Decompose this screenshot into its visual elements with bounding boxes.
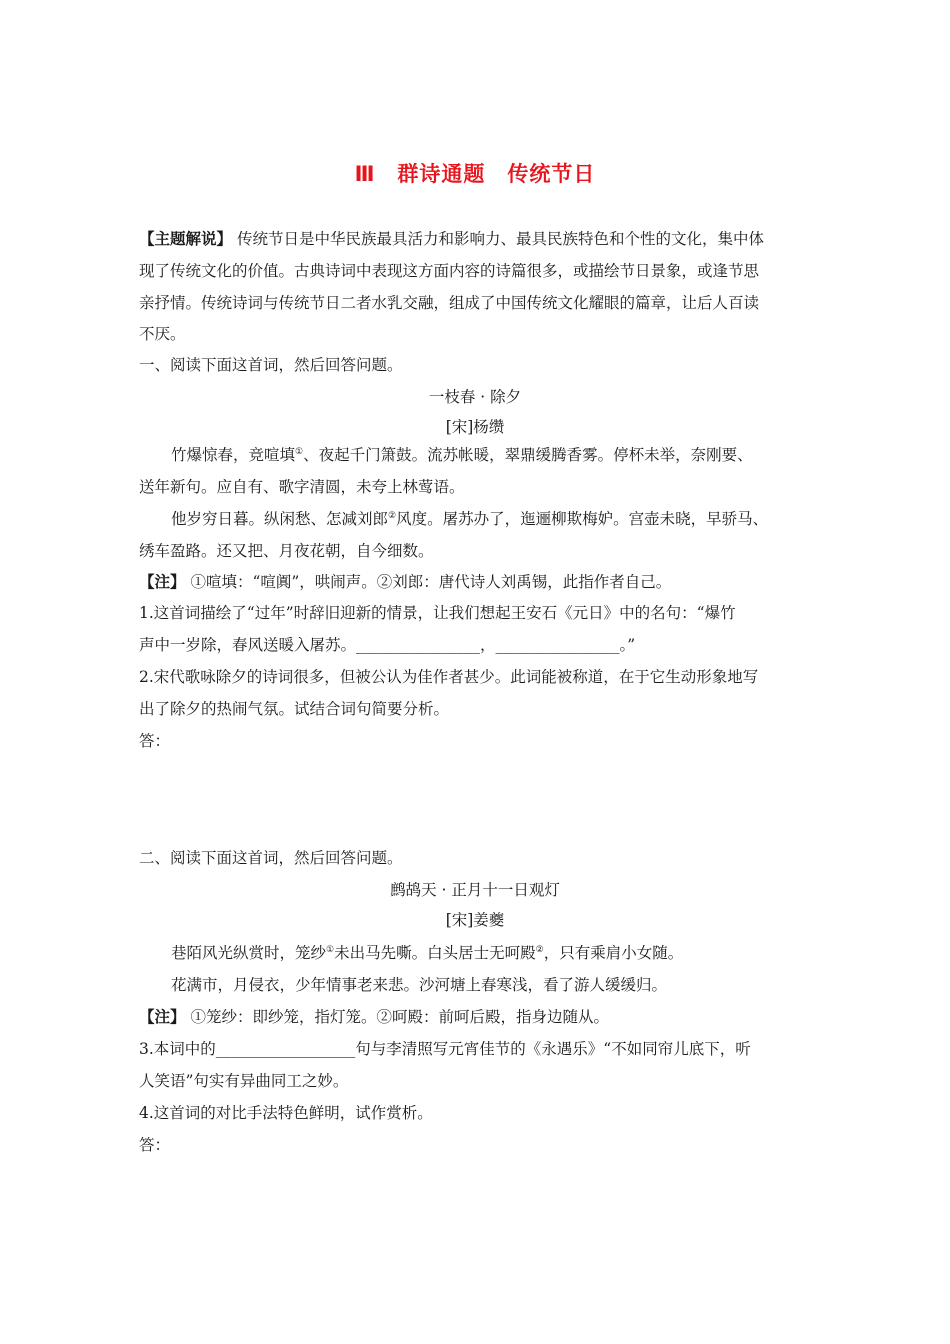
section1-poem-line-2: 送年新句。应自有、歌字清圆，未夸上林莺语。 xyxy=(139,478,465,496)
question-2-line-1: 2.宋代歌咏除夕的诗词很多，但被公认为佳作者甚少。此词能被称道，在于它生动形象地写 xyxy=(139,668,759,686)
intro-line-1 xyxy=(139,229,819,251)
question-1-line-1: 1.这首词描绘了“过年”时辞旧迎新的情景，让我们想起王安石《元日》中的名句：“爆竹 xyxy=(139,604,736,622)
intro-line-2: 现了传统文化的价值。古典诗词中表现这方面内容的诗篇很多，或描绘节日景象，或逢节思 xyxy=(139,262,760,280)
intro-line-3: 亲抒情。传统诗词与传统节日二者水乳交融，组成了中国传统文化耀眼的篇章，让后人百读 xyxy=(139,294,760,312)
page-title: Ⅲ 群诗通题 传统节日 xyxy=(354,162,596,186)
intro-line-4: 不厌。 xyxy=(139,325,186,343)
note-label: 【注】 xyxy=(139,1007,186,1026)
section1-heading: 一、阅读下面这首词，然后回答问题。 xyxy=(139,356,403,374)
footnote-marker: ② xyxy=(535,945,544,955)
intro-label: 【主题解说】 xyxy=(139,229,233,248)
section1-note xyxy=(139,572,819,594)
answer-label-2: 答： xyxy=(139,1136,171,1154)
note-text: ①笼纱：即纱笼，指灯笼。②呵殿：前呵后殿，指身边随从。 xyxy=(185,1008,609,1026)
section1-poem-author: [宋]杨缵 xyxy=(445,418,505,436)
question-3-line-1: 3.本词中的__________________句与李清照写元宵佳节的《永遇乐》“不如同帘儿底下，听 xyxy=(139,1040,751,1058)
note-text: ①喧填：“喧阗”，哄闹声。②刘郎：唐代诗人刘禹锡，此指作者自己。 xyxy=(185,573,672,591)
footnote-marker: ① xyxy=(295,447,304,457)
footnote-marker: ② xyxy=(388,511,397,521)
poem-text: 他岁穷日暮。纵闲愁、怎减刘郎 xyxy=(171,510,389,528)
section2-note xyxy=(139,1007,819,1029)
answer-label-1: 答： xyxy=(139,732,171,750)
section2-poem-title: 鹧鸪天 · 正月十一日观灯 xyxy=(390,881,560,899)
poem-text: 、夜起千门箫鼓。流苏帐暖，翠鼎缓腾香雾。停杯未举，奈刚要、 xyxy=(303,446,753,464)
poem-text: 竹爆惊春，竞喧填 xyxy=(171,446,296,464)
poem-text: 风度。屠苏办了，迤逦柳欺梅妒。宫壶未晓，早骄马、 xyxy=(396,510,769,528)
question-1-line-2: 声中一岁除，春风送暖入屠苏。________________，________________。” xyxy=(139,636,636,654)
footnote-marker: ① xyxy=(326,945,335,955)
intro-text-1: 传统节日是中华民族最具活力和影响力、最具民族特色和个性的文化，集中体 xyxy=(232,230,764,248)
section2-heading: 二、阅读下面这首词，然后回答问题。 xyxy=(139,849,403,867)
poem-text: 巷陌风光纵赏时，笼纱 xyxy=(171,944,327,962)
section1-poem-title: 一枝春 · 除夕 xyxy=(428,388,522,406)
question-3-line-2: 人笑语”句实有异曲同工之妙。 xyxy=(139,1072,349,1090)
section2-poem-line-2: 花满市，月侵衣，少年情事老来悲。沙河塘上春寒浅，看了游人缓缓归。 xyxy=(171,976,668,994)
section1-poem-line-1 xyxy=(171,445,851,467)
question-4: 4.这首词的对比手法特色鲜明，试作赏析。 xyxy=(139,1104,433,1122)
question-2-line-2: 出了除夕的热闹气氛。试结合词句简要分析。 xyxy=(139,700,450,718)
section2-poem-line-1 xyxy=(171,943,851,965)
note-label: 【注】 xyxy=(139,572,186,591)
section1-poem-line-4: 绣车盈路。还又把、月夜花朝，自今细数。 xyxy=(139,542,434,560)
poem-text: 未出马先嘶。白头居士无呵殿 xyxy=(334,944,536,962)
poem-text: ，只有乘肩小女随。 xyxy=(543,944,684,962)
section2-poem-author: [宋]姜夔 xyxy=(445,911,505,929)
section1-poem-line-3 xyxy=(171,509,851,531)
